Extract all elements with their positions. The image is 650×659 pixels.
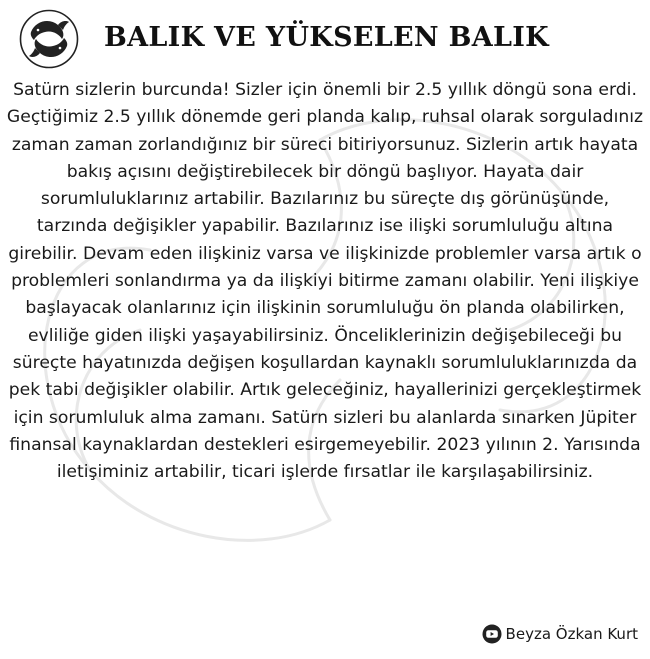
horoscope-text bbox=[6, 77, 644, 486]
horoscope-paragraph: Satürn sizlerin burcunda! Sizler için önemli bir 2.5 yıllık döngü sona erdi. Geçtiğimiz 2.5 yıllık dönemde geri planda kalıp, ruhsal olarak sorguladınız zaman zaman zorlandığınız bir süreci bitiriyorsunuz. Sizlerin artık hayata bakış açısını değiştirebilecek bir döngü başlıyor. Hayata dair sorumluluklarınız artabilir. Bazılarınız bu süreçte dış görünüşünde, tarzında değişikler yapabilir. Bazılarınız ise ilişki sorumluluğu altına girebilir. Devam eden ilişkiniz varsa ve ilişkinizde problemler varsa artık o problemleri sonlandırma ya da ilişkiyi bitirme zamanı olabilir. Yeni ilişkiye başlayacak olanlarınız için ilişkinin sorumluluğu ön planda olabilirken, evliliğe giden ilişki yaşayabilirsiniz. Önceliklerinizin değişebileceği bu süreçte hayatınızda değişen koşullardan kaynaklı sorumluluklarınızda da pek tabi değişikler olabilir. Artık geleceğiniz, hayallerinizi gerçekleştirmek için sorumluluk alma zamanı. Satürn sizleri bu alanlarda sınarken Jüpiter finansal kaynaklardan destekleri esirgemeyebilir. 2023 yılının 2. Yarısında iletişiminiz artabilir, ticari işlerde fırsatlar ile karşılaşabilirsiniz. bbox=[6, 80, 644, 483]
pisces-fish-icon bbox=[18, 8, 80, 70]
page-title: BALIK VE YÜKSELEN BALIK bbox=[104, 22, 549, 53]
youtube-icon bbox=[482, 624, 502, 644]
header bbox=[0, 8, 650, 72]
author-name: Beyza Özkan Kurt bbox=[505, 625, 638, 643]
author-credit[interactable] bbox=[482, 623, 638, 645]
